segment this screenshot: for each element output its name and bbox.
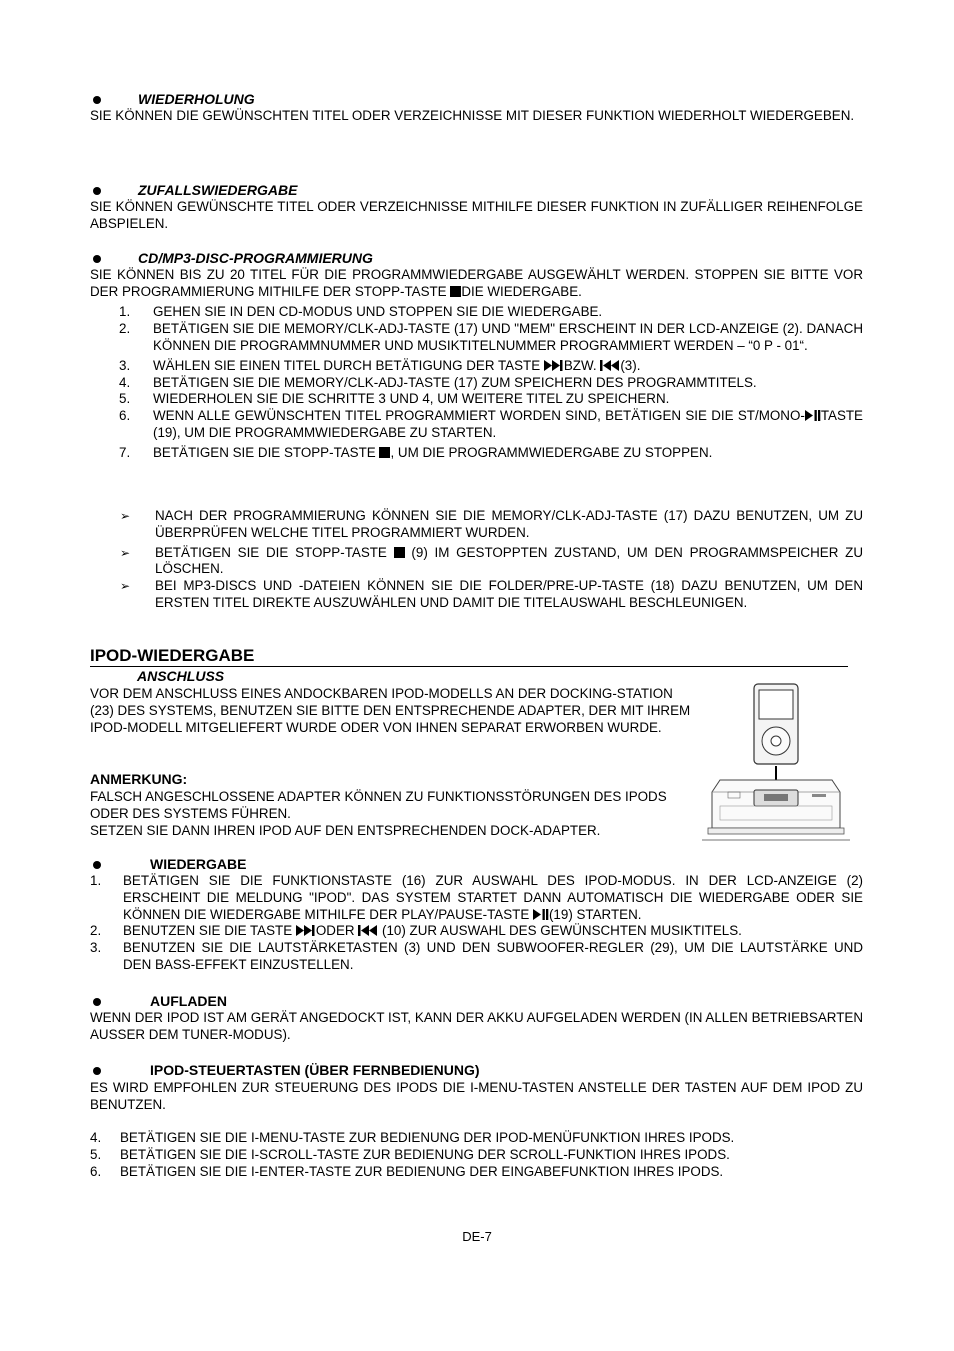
bullet-icon xyxy=(93,861,101,869)
remote-text: ES WIRD EMPFOHLEN ZUR STEUERUNG DES IPODS DIE I-MENU-TASTEN ANSTELLE DER TASTEN AUF DEM IPOD ZU BENUTZEN. xyxy=(90,1080,863,1112)
list-item: ➢ BEI MP3-DISCS UND -DATEIEN KÖNNEN SIE DIE FOLDER/PRE-UP-TASTE (18) DAZU BENUTZEN, UM DEN ERSTEN TITEL DIREKTE AUSZUWÄHLEN UND DAMIT DIE TITELAUSWAHL BESCHLEUNIGEN. xyxy=(120,578,863,610)
play-pause-icon xyxy=(805,410,821,421)
list-item: 6. WENN ALLE GEWÜNSCHTEN TITEL PROGRAMMIERT WORDEN SIND, BETÄTIGEN SIE DIE ST/MONO- TASTE (19), UM DIE PROGRAMMWIEDERGABE ZU STARTEN. xyxy=(119,408,863,441)
list-item: 3. BENUTZEN SIE DIE LAUTSTÄRKETASTEN (3) UND DEN SUBWOOFER-REGLER (29), UM DIE LAUTSTÄRKE UND DEN BASS-EFFEKT EINZUSTELLEN. xyxy=(90,940,863,972)
list-item: ➢ NACH DER PROGRAMMIERUNG KÖNNEN SIE DIE MEMORY/CLK-ADJ-TASTE (17) DAZU BENUTZEN, UM ZU ÜBERPRÜFEN WELCHE TITEL PROGRAMMIERT WURDEN. xyxy=(120,508,863,540)
program-intro: SIE KÖNNEN BIS ZU 20 TITEL FÜR DIE PROGRAMMWIEDERGABE AUSGEWÄHLT WERDEN. STOPPEN SIE BITTE VOR DER PROGRAMMIERUNG MITHILFE DER STOPP-TASTE DIE WIEDERGABE. xyxy=(90,267,863,299)
play-steps xyxy=(90,873,863,974)
list-item: ➢ BETÄTIGEN SIE DIE STOPP-TASTE (9) IM GESTOPPTEN ZUSTAND, UM DEN PROGRAMMSPEICHER ZU LÖSCHEN. xyxy=(120,544,863,577)
list-item: 5. BETÄTIGEN SIE DIE I-SCROLL-TASTE ZUR BEDIENUNG DER SCROLL-FUNKTION IHRES IPODS. xyxy=(90,1146,730,1162)
play-pause-icon xyxy=(533,909,549,920)
heading-connect: ANSCHLUSS xyxy=(137,668,225,684)
page-number: DE-7 xyxy=(462,1229,492,1244)
stop-icon xyxy=(450,286,461,297)
arrow-marker-icon: ➢ xyxy=(120,509,131,523)
bullet-icon xyxy=(93,187,101,195)
section-title-ipod: IPOD-WIEDERGABE xyxy=(90,646,848,667)
shuffle-text: SIE KÖNNEN GEWÜNSCHTE TITEL ODER VERZEICHNISSE MITHILFE DIESER FUNKTION IN ZUFÄLLIGER REIHENFOLGE ABSPIELEN. xyxy=(90,199,863,231)
program-steps xyxy=(90,304,863,462)
list-item: 4. BETÄTIGEN SIE DIE I-MENU-TASTE ZUR BEDIENUNG DER IPOD-MENÜFUNKTION IHRES IPODS. xyxy=(90,1130,735,1145)
list-item: 1. BETÄTIGEN SIE DIE FUNKTIONSTASTE (16) ZUR AUSWAHL DES IPOD-MODUS. IN DER LCD-ANZEIGE (2) ERSCHEINT DIE MELDUNG "IPOD". DAS SYSTEM STARTET DANN AUTOMATISCH DIE WIEDERGABE ODER SIE KÖNNEN DIE WIEDERGABE MITHILFE DER PLAY/PAUSE-TASTE (19) STARTEN. xyxy=(90,873,863,922)
next-track-icon xyxy=(296,925,316,936)
note-title: ANMERKUNG: xyxy=(90,771,188,787)
list-item: 4. BETÄTIGEN SIE DIE MEMORY/CLK-ADJ-TASTE (17) ZUM SPEICHERN DES PROGRAMMTITELS. xyxy=(119,374,757,390)
bullet-icon xyxy=(93,1067,101,1075)
stop-icon xyxy=(394,547,405,558)
program-notes xyxy=(90,508,863,612)
arrow-marker-icon: ➢ xyxy=(120,545,131,560)
bullet-icon xyxy=(93,998,101,1006)
next-track-icon xyxy=(544,360,564,371)
connect-text: VOR DEM ANSCHLUSS EINES ANDOCKBAREN IPOD-MODELLS AN DER DOCKING-STATION (23) DES SYSTEMS, BENUTZEN SIE BITTE DEN ENTSPRECHENDE ADAPTER, DER MIT IHREM IPOD-MODELL MITGELIEFERT WURDE ODER VON IHNEN SEPARAT ERWORBEN WURDE. xyxy=(90,686,691,735)
list-item: 2. BETÄTIGEN SIE DIE MEMORY/CLK-ADJ-TASTE (17) UND "MEM" ERSCHEINT IN DER LCD-ANZEIGE (2). DANACH KÖNNEN DIE PROGRAMMNUMMER UND MUSIKTITELNUMMER PROGRAMMIERT WERDEN – “0 P - 01“. xyxy=(119,321,863,354)
ipod-dock-illustration xyxy=(700,680,852,848)
stop-icon xyxy=(379,447,390,458)
list-item: 7. BETÄTIGEN SIE DIE STOPP-TASTE , UM DIE PROGRAMMWIEDERGABE ZU STOPPEN. xyxy=(119,444,713,460)
remote-steps xyxy=(90,1130,863,1180)
bullet-icon xyxy=(93,255,101,263)
list-item: 2. BENUTZEN SIE DIE TASTE ODER (10) ZUR AUSWAHL DES GEWÜNSCHTEN MUSIKTITELS. xyxy=(90,923,742,939)
charge-text: WENN DER IPOD IST AM GERÄT ANGEDOCKT IST, KANN DER AKKU AUFGELADEN WERDEN (IN ALLEN BETRIEBSARTEN AUSSER DEM TUNER-MODUS). xyxy=(90,1010,863,1042)
note-text: FALSCH ANGESCHLOSSENE ADAPTER KÖNNEN ZU FUNKTIONSSTÖRUNGEN DES IPODS ODER DES SYSTEMS FÜHREN. SETZEN SIE DANN IHREN IPOD AUF DEN ENTSPRECHENDEN DOCK-ADAPTER. xyxy=(90,789,667,838)
list-item: 5. WIEDERHOLEN SIE DIE SCHRITTE 3 UND 4, UM WEITERE TITEL ZU SPEICHERN. xyxy=(119,391,670,407)
repeat-text: SIE KÖNNEN DIE GEWÜNSCHTEN TITEL ODER VERZEICHNISSE MIT DIESER FUNKTION WIEDERHOLT WIEDERGEBEN. xyxy=(90,108,855,123)
list-item: 6. BETÄTIGEN SIE DIE I-ENTER-TASTE ZUR BEDIENUNG DER EINGABEFUNKTION IHRES IPODS. xyxy=(90,1163,724,1179)
list-item: 1. GEHEN SIE IN DEN CD-MODUS UND STOPPEN SIE DIE WIEDERGABE. xyxy=(119,304,603,319)
previous-track-icon xyxy=(600,360,620,371)
arrow-marker-icon: ➢ xyxy=(120,579,131,594)
previous-track-icon xyxy=(358,925,378,936)
bullet-icon xyxy=(93,96,101,104)
list-item: 3. WÄHLEN SIE EINEN TITEL DURCH BETÄTIGUNG DER TASTE BZW. (3). xyxy=(119,357,641,373)
